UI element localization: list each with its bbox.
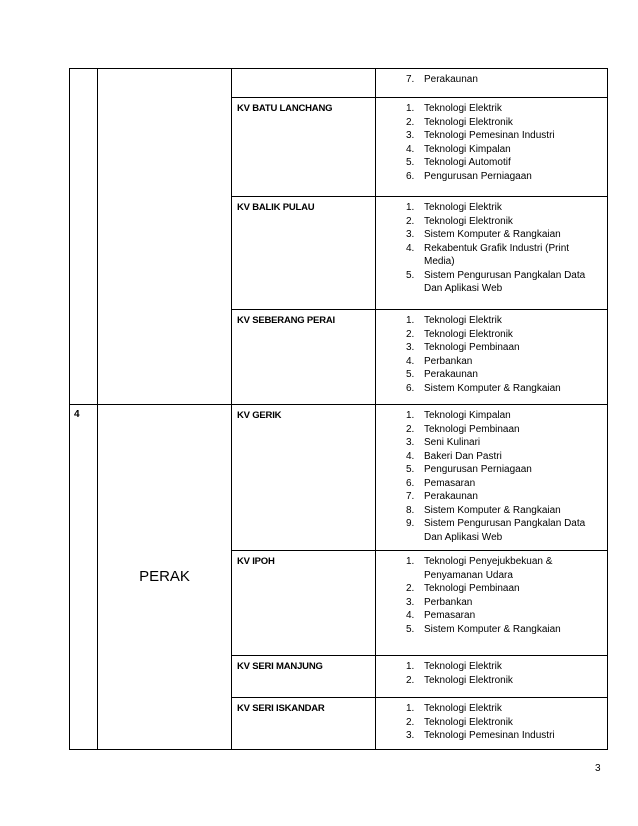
program-number: 2. — [406, 716, 415, 728]
program-list-cell — [376, 551, 608, 656]
program-name: Teknologi Elektrik — [424, 315, 502, 326]
program-list-cell — [376, 656, 608, 698]
program-list — [376, 197, 607, 302]
program-number: 8. — [406, 504, 415, 516]
college-name: KV IPOH — [232, 551, 376, 656]
program-name: Teknologi Kimpalan — [424, 410, 511, 421]
program-number: 2. — [406, 116, 415, 128]
program-number: 5. — [406, 157, 415, 168]
list-item — [376, 314, 599, 328]
program-number: 1. — [406, 315, 415, 326]
list-item — [376, 228, 599, 242]
list-item — [376, 201, 599, 215]
program-number: 4. — [406, 450, 415, 462]
list-item — [376, 129, 599, 143]
program-name: Pengurusan Perniagaan — [424, 170, 532, 182]
program-name: Teknologi Pemesinan Industri — [424, 130, 555, 141]
state-cell — [98, 405, 232, 750]
list-item — [376, 504, 599, 518]
program-number: 1. — [406, 202, 415, 213]
college-name: KV SERI ISKANDAR — [232, 698, 376, 750]
program-name: Seni Kulinari — [424, 437, 481, 448]
list-item — [376, 609, 599, 623]
list-item — [376, 355, 599, 369]
program-list — [376, 69, 607, 93]
program-number: 3. — [406, 130, 415, 141]
program-name: Teknologi Pembinaan — [424, 583, 520, 594]
list-item — [376, 328, 599, 342]
program-number: 1. — [406, 103, 415, 114]
list-item — [376, 517, 599, 544]
program-number: 3. — [406, 596, 415, 608]
program-name: Teknologi Elektronik — [424, 116, 513, 128]
program-name: Sistem Komputer & Rangkaian — [424, 229, 561, 240]
state-name: PERAK — [139, 567, 190, 585]
college-name: KV SEBERANG PERAI — [232, 310, 376, 405]
program-name: Perakaunan — [424, 491, 478, 502]
college-name: KV BALIK PULAU — [232, 197, 376, 310]
program-name: Perbankan — [424, 596, 473, 608]
program-list-cell — [376, 405, 608, 551]
program-name: Perakaunan — [424, 369, 478, 380]
program-name: Pengurusan Perniagaan — [424, 464, 532, 475]
program-name: Sistem Pengurusan Pangkalan Data Dan Aplikasi Web — [424, 518, 586, 543]
program-name: Perbankan — [424, 355, 473, 367]
program-name: Teknologi Elektronik — [424, 215, 513, 227]
program-name: Teknologi Kimpalan — [424, 143, 511, 155]
table-row — [70, 405, 608, 551]
list-item — [376, 555, 599, 582]
program-number: 1. — [406, 410, 415, 421]
list-item — [376, 368, 599, 382]
program-number: 1. — [406, 661, 415, 672]
program-number: 1. — [406, 556, 415, 567]
list-item — [376, 623, 599, 637]
list-item — [376, 477, 599, 491]
list-item — [376, 660, 599, 674]
program-number: 2. — [406, 583, 415, 594]
program-name: Teknologi Pembinaan — [424, 423, 520, 435]
program-number: 4. — [406, 355, 415, 367]
program-list — [376, 698, 607, 749]
program-list-cell — [376, 197, 608, 310]
program-list — [376, 656, 607, 693]
program-list-cell — [376, 310, 608, 405]
program-number: 2. — [406, 423, 415, 435]
program-name: Sistem Komputer & Rangkaian — [424, 504, 561, 516]
list-item — [376, 729, 599, 743]
list-item — [376, 450, 599, 464]
list-item — [376, 102, 599, 116]
program-name: Teknologi Elektrik — [424, 202, 502, 213]
program-list — [376, 98, 607, 189]
program-name: Bakeri Dan Pastri — [424, 450, 502, 462]
college-name: KV SERI MANJUNG — [232, 656, 376, 698]
list-item — [376, 73, 599, 87]
program-name: Teknologi Automotif — [424, 157, 511, 168]
table-row — [70, 69, 608, 98]
list-item — [376, 423, 599, 437]
program-name: Teknologi Elektronik — [424, 674, 513, 686]
list-item — [376, 702, 599, 716]
college-program-table — [69, 68, 608, 750]
program-number: 7. — [406, 491, 415, 502]
list-item — [376, 409, 599, 423]
program-list — [376, 551, 607, 642]
list-item — [376, 215, 599, 229]
list-item — [376, 382, 599, 396]
program-number: 7. — [406, 74, 415, 85]
program-number: 5. — [406, 269, 415, 281]
program-list — [376, 405, 607, 550]
program-number: 5. — [406, 623, 415, 635]
program-number: 3. — [406, 730, 415, 741]
program-list-cell — [376, 98, 608, 197]
program-number: 6. — [406, 477, 415, 489]
program-number: 6. — [406, 382, 415, 394]
list-item — [376, 170, 599, 184]
program-name: Teknologi Penyejukbekuan & Penyamanan Udara — [424, 556, 553, 581]
list-item — [376, 242, 599, 269]
program-number: 5. — [406, 464, 415, 475]
row-number — [70, 69, 98, 405]
list-item — [376, 596, 599, 610]
program-number: 4. — [406, 143, 415, 155]
college-name: KV GERIK — [232, 405, 376, 551]
row-number: 4 — [70, 405, 98, 750]
program-number: 3. — [406, 342, 415, 353]
page-number: 3 — [595, 763, 601, 774]
program-number: 4. — [406, 610, 415, 621]
program-number: 6. — [406, 170, 415, 182]
program-name: Teknologi Elektrik — [424, 103, 502, 114]
program-name: Pemasaran — [424, 610, 476, 621]
program-name: Sistem Komputer & Rangkaian — [424, 382, 561, 394]
list-item — [376, 116, 599, 130]
program-name: Teknologi Pembinaan — [424, 342, 520, 353]
program-name: Teknologi Pemesinan Industri — [424, 730, 555, 741]
list-item — [376, 269, 599, 296]
program-number: 2. — [406, 328, 415, 340]
list-item — [376, 674, 599, 688]
program-name: Teknologi Elektrik — [424, 661, 502, 672]
program-number: 3. — [406, 229, 415, 240]
program-list-cell — [376, 69, 608, 98]
program-list — [376, 310, 607, 401]
program-number: 2. — [406, 215, 415, 227]
program-name: Sistem Komputer & Rangkaian — [424, 623, 561, 635]
list-item — [376, 582, 599, 596]
program-number: 5. — [406, 369, 415, 380]
program-name: Teknologi Elektronik — [424, 716, 513, 728]
program-name: Sistem Pengurusan Pangkalan Data Dan Aplikasi Web — [424, 269, 586, 294]
list-item — [376, 490, 599, 504]
list-item — [376, 716, 599, 730]
program-name: Perakaunan — [424, 74, 478, 85]
program-name: Teknologi Elektrik — [424, 703, 502, 714]
list-item — [376, 436, 599, 450]
list-item — [376, 341, 599, 355]
list-item — [376, 156, 599, 170]
program-list-cell — [376, 698, 608, 750]
college-name: KV BATU LANCHANG — [232, 98, 376, 197]
program-number: 1. — [406, 703, 415, 714]
program-name: Pemasaran — [424, 477, 476, 489]
state-cell — [98, 69, 232, 405]
program-name: Teknologi Elektronik — [424, 328, 513, 340]
college-name — [232, 69, 376, 98]
program-name: Rekabentuk Grafik Industri (Print Media) — [424, 242, 570, 267]
list-item — [376, 143, 599, 157]
program-number: 2. — [406, 674, 415, 686]
program-number: 9. — [406, 518, 415, 529]
list-item — [376, 463, 599, 477]
program-number: 4. — [406, 242, 415, 254]
program-number: 3. — [406, 437, 415, 448]
